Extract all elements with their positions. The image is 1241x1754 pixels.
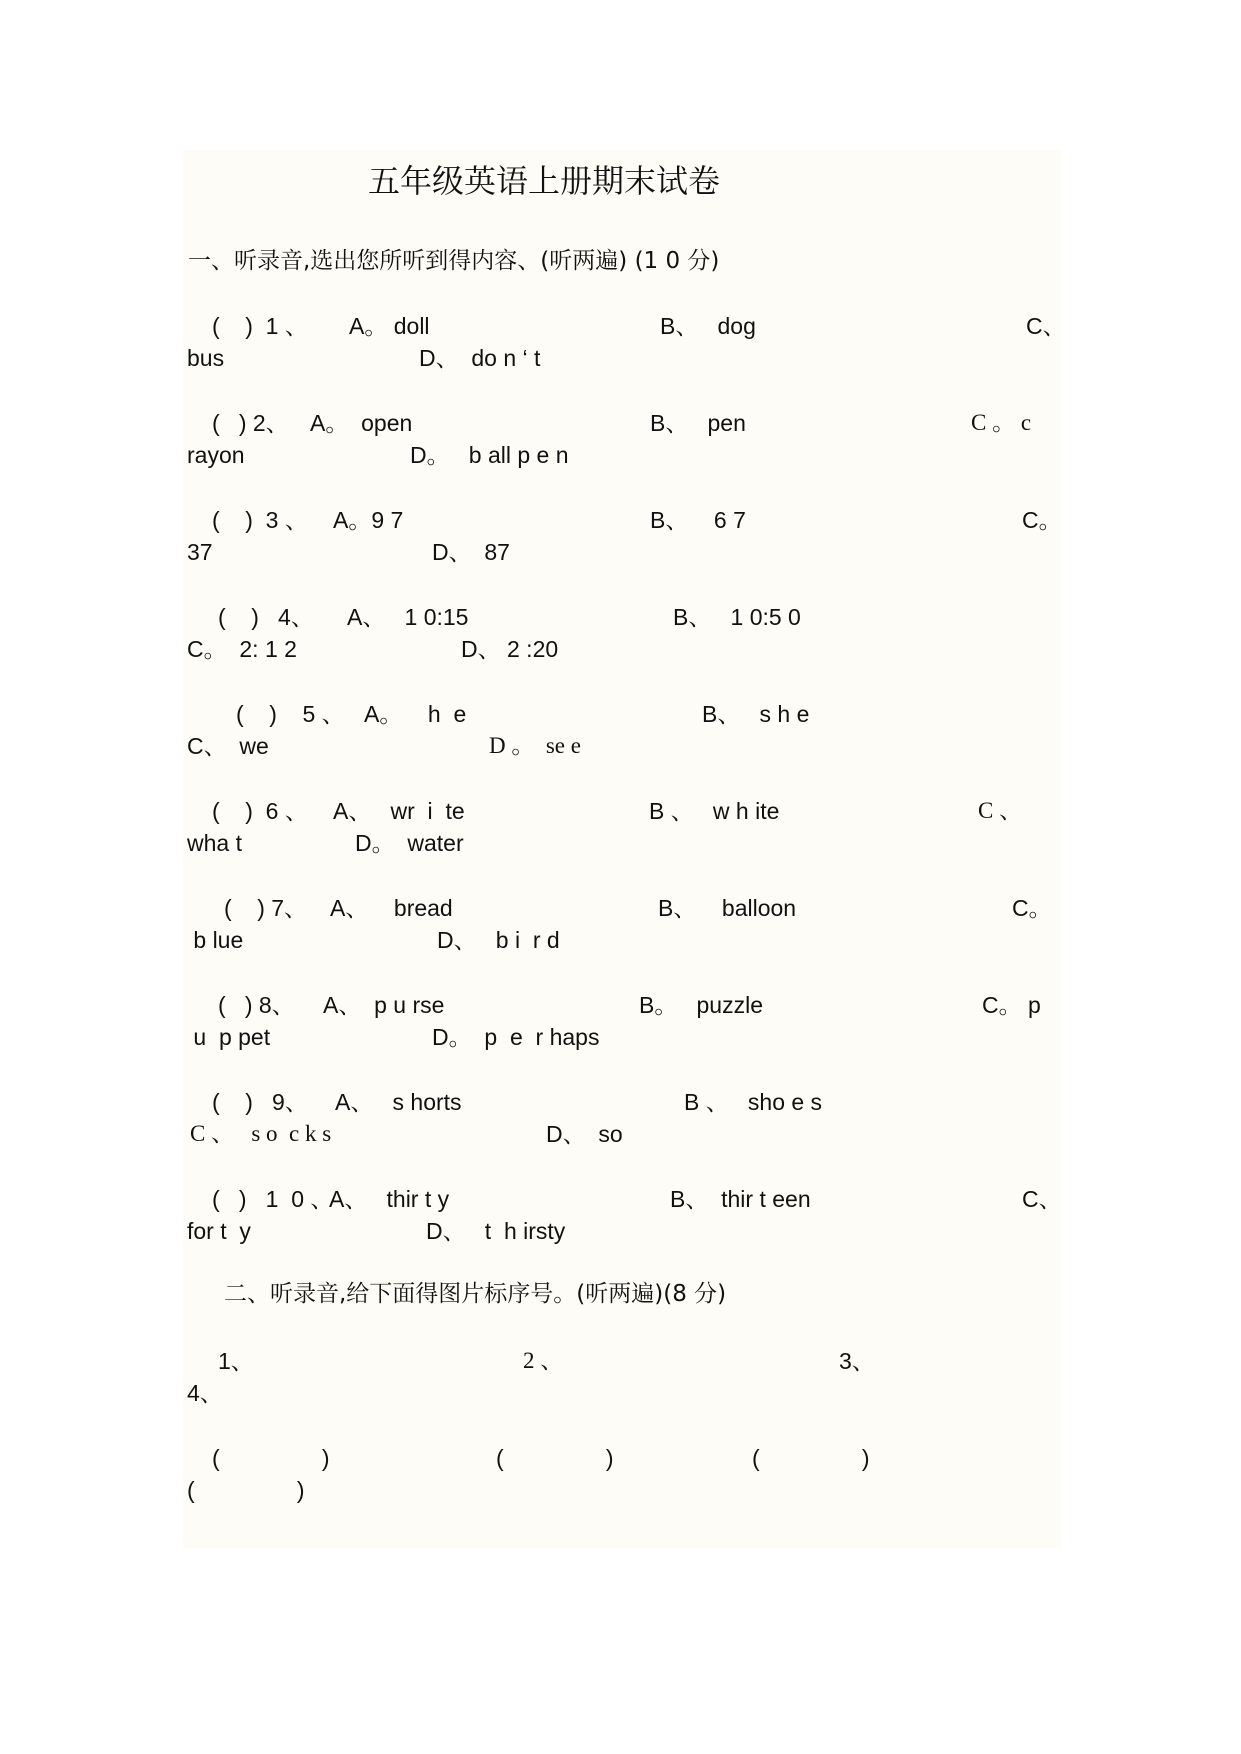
question-8-option-c: C。 p [982, 992, 1041, 1018]
question-7-option-a: A、 bread [330, 895, 453, 921]
picture-label-2: 2 、 [523, 1348, 564, 1373]
question-2-option-b: B、 pen [650, 410, 746, 436]
question-3-option-b: B、 6 7 [650, 507, 746, 533]
question-2-number: ( ) 2、 [212, 410, 289, 436]
question-10-option-c: C、 [1022, 1186, 1062, 1212]
question-1-option-d: D、 do n ‘ t [419, 345, 541, 371]
question-7-number: ( ) 7、 [224, 895, 308, 921]
answer-blank-1[interactable]: ( ) [212, 1445, 330, 1471]
question-8-option-b: B。 puzzle [639, 992, 763, 1018]
question-9-option-c: C 、 s o c k s [190, 1121, 332, 1146]
question-6-option-a: A、 wr i te [333, 798, 465, 824]
question-2-option-c-continued: rayon [187, 442, 245, 468]
question-5-option-c: C、 we [187, 733, 269, 759]
question-6-option-c-continued: wha t [187, 830, 242, 856]
section-2-heading: 二、听录音,给下面得图片标序号。(听两遍)(8 分) [224, 1281, 727, 1307]
question-9-option-b: B 、 sho e s [684, 1089, 823, 1115]
question-6-option-b: B 、 w h ite [649, 798, 780, 824]
question-8-option-d: D。 p e r haps [432, 1024, 600, 1050]
question-2-option-a: A。 open [310, 410, 413, 436]
question-7-option-c-continued: b lue [187, 927, 244, 953]
question-2-option-c: C 。 c [971, 410, 1032, 435]
question-3-option-c: C。 [1022, 507, 1062, 533]
question-7-option-d: D、 b i r d [437, 927, 560, 953]
answer-blank-2[interactable]: ( ) [496, 1445, 614, 1471]
question-3-number: ( ) 3 、 [212, 507, 308, 533]
question-5-option-d: D 。 se e [489, 733, 581, 758]
section-1-heading: 一、听录音,选出您所听到得内容、(听两遍) (1 0 分) [188, 248, 720, 274]
page-title: 五年级英语上册期末试卷 [368, 162, 721, 200]
question-5-option-a: A。 h e [364, 701, 467, 727]
question-10-number: ( ) 1 0 、 [212, 1186, 334, 1212]
question-7-option-b: B、 balloon [658, 895, 797, 921]
question-5-number: ( ) 5 、 [236, 701, 345, 727]
answer-blank-3[interactable]: ( ) [752, 1445, 870, 1471]
question-1-option-c-continued: bus [187, 345, 225, 371]
question-7-option-c: C。 [1012, 895, 1052, 921]
question-1-number: ( ) 1 、 [212, 313, 308, 339]
question-6-option-c: C 、 [978, 798, 1023, 823]
question-4-option-a: A、 1 0:15 [347, 604, 469, 630]
question-3-option-a: A。9 7 [333, 507, 404, 533]
question-1-option-c: C、 [1026, 313, 1066, 339]
question-2-option-d: D。 b all p e n [410, 442, 569, 468]
exam-paper [183, 150, 1061, 1548]
question-1-option-b: B、 dog [660, 313, 756, 339]
question-5-option-b: B、 s h e [702, 701, 810, 727]
question-4-option-d: D、 2 :20 [461, 636, 559, 662]
question-10-option-c-continued: for t y [187, 1218, 251, 1244]
question-10-option-a: A、 thir t y [329, 1186, 450, 1212]
picture-label-4: 4、 [187, 1380, 223, 1406]
picture-label-1: 1、 [218, 1348, 254, 1374]
question-9-number: ( ) 9、 [212, 1089, 308, 1115]
question-9-option-a: A、 s horts [335, 1089, 462, 1115]
question-10-option-b: B、 thir t een [670, 1186, 811, 1212]
question-4-number: ( ) 4、 [218, 604, 314, 630]
question-6-number: ( ) 6 、 [212, 798, 308, 824]
question-6-option-d: D。 water [355, 830, 464, 856]
question-8-option-a: A、 p u rse [323, 992, 445, 1018]
question-8-option-c-continued: u p pet [187, 1024, 271, 1050]
question-3-option-c-continued: 37 [187, 539, 213, 565]
question-10-option-d: D、 t h irsty [426, 1218, 566, 1244]
question-3-option-d: D、 87 [432, 539, 510, 565]
answer-blank-4[interactable]: ( ) [187, 1477, 305, 1503]
picture-label-3: 3、 [839, 1348, 875, 1374]
question-1-option-a: A。 doll [349, 313, 430, 339]
question-4-option-c: C。 2: 1 2 [187, 636, 297, 662]
question-4-option-b: B、 1 0:5 0 [673, 604, 801, 630]
question-9-option-d: D、 so [546, 1121, 623, 1147]
question-8-number: ( ) 8、 [218, 992, 295, 1018]
